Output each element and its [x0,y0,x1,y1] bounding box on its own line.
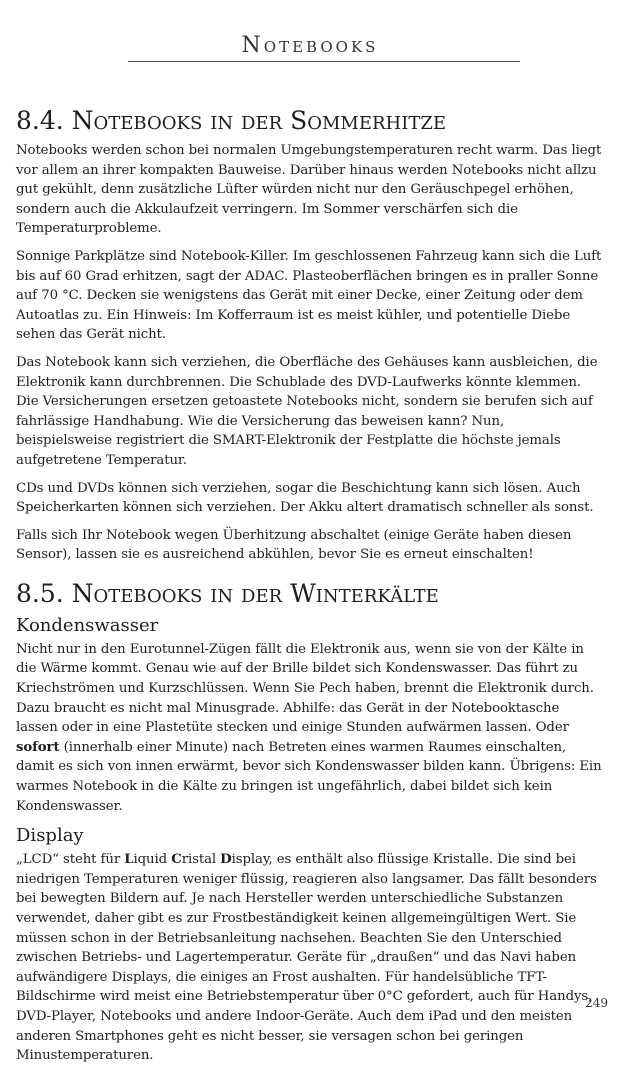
text-run: „LCD“ steht für [16,852,125,868]
bold-letter: D [220,852,232,868]
paragraph: Falls sich Ihr Notebook wegen Überhitzung abschaltet (einige Geräte haben diesen Sensor), lassen sie es ausreichend abkühlen, bevor Sie es erneut einschalten! [16,527,572,563]
section-heading-8-4: 8.4. Notebooks in der Sommerhitze [16,106,447,135]
paragraph: Sonnige Parkplätze sind Notebook-Killer. Im geschlossenen Fahrzeug kann sich die Luft bis auf 60 Grad erhitzen, sagt der ADAC. Plasteoberflächen bringen es in praller Sonne auf 70 °C. Decken sie wenigstens das Gerät mit einer Decke, einer Zeitung oder dem Autoatlas zu. Ein Hinweis: Im Kofferraum ist es meist kühler, und potentielle Diebe sehen das Gerät nicht. [16,248,602,343]
bold-letter: C [171,852,182,868]
subheading-kondenswasser: Kondenswasser [16,614,159,636]
page-number: 249 [585,996,608,1010]
paragraph: Notebooks werden schon bei normalen Umgebungstemperaturen recht warm. Das liegt vor allem an ihrer kompakten Bauweise. Darüber hinaus werden Notebooks nicht allzu gut gekühlt, denn zusätzliche Lüfter würden nicht nur den Geräuschpegel erhöhen, sondern auch die Akkulaufzeit verringern. Im Sommer verschärfen sich die Temperaturprobleme. [16,143,602,237]
text-run: ristal [181,852,221,868]
paragraph-kondenswasser [16,640,604,816]
running-head: Notebooks [241,33,379,58]
paragraph: CDs und DVDs können sich verziehen, sogar die Beschichtung kann sich lösen. Auch Speicherkarten können sich verziehen. Der Akku altert dramatisch schneller als sonst. [16,480,594,516]
subheading-display: Display [16,825,84,847]
paragraph-display [16,850,604,1066]
page-body [16,106,604,1074]
header-rule [128,61,520,62]
paragraph: Das Notebook kann sich verziehen, die Oberfläche des Gehäuses kann ausbleichen, die Elektronik kann durchbrennen. Die Schublade des DVD-Laufwerks könnte klemmen. Die Versicherungen ersetzen getoastete Notebooks nicht, sondern sie berufen sich auf fahrlässige Handhabung. Wie die Versicherung das beweisen kann? Nun, beispielsweise registriert die SMART-Elektronik der Festplatte die höchste jemals aufgetretene Temperatur. [16,354,598,468]
bold-letter: L [124,852,134,868]
text-run: Nicht nur in den Eurotunnel-Zügen fällt die Elektronik aus, wenn sie von der Kälte in die Wärme kommt. Genau wie auf der Brille bildet sich Kondenswasser. Das führt zu Kriechströmen und Kurzschlüssen. Wenn Sie Pech haben, brennt die Elektronik durch. Dazu braucht es nicht mal Minusgrade. Abhilfe: das Gerät in der Notebooktasche lassen oder in eine Plastetüte stecken und einige Stunden aufwärmen lassen. Oder [16,641,594,736]
text-run: (innerhalb einer Minute) nach Betreten eines warmen Raumes einschalten, damit es sich von innen erwärmt, bevor sich Kondenswasser bilden kann. Übrigens: Ein warmes Notebook in die Kälte zu bringen ist ungefährlich, dabei bildet sich kein Kondenswasser. [16,739,602,814]
emphasis-sofort: sofort [16,739,60,755]
text-run: iquid [133,852,172,868]
text-run: isplay, es enthält also flüssige Kristalle. Die sind bei niedrigen Temperaturen weniger flüssig, reagieren also langsamer. Das fällt besonders bei bewegten Bildern auf. Je nach Hersteller werden unterschiedliche Substanzen verwendet, daher gibt es zur Frostbeständigkeit keinen allgemeingültigen Wert. Sie müssen schon in der Betriebsanleitung nachsehen. Beachten Sie den Unterschied zwischen Betriebs- und Lagertemperatur. Geräte für „draußen“ und das Navi haben aufwändigere Displays, die einiges an Frost aushalten. Für handelsübliche TFT-Bildschirme wird meist eine Betriebstemperatur über 0°C gefordert, auch für Handys, DVD-Player, Notebooks und andere Indoor-Geräte. Auch dem iPad und den meisten anderen Smartphones geht es nicht besser, sie versagen schon bei geringen Minustemperaturen. [16,852,597,1064]
section-heading-8-5: 8.5. Notebooks in der Winterkälte [16,578,439,608]
